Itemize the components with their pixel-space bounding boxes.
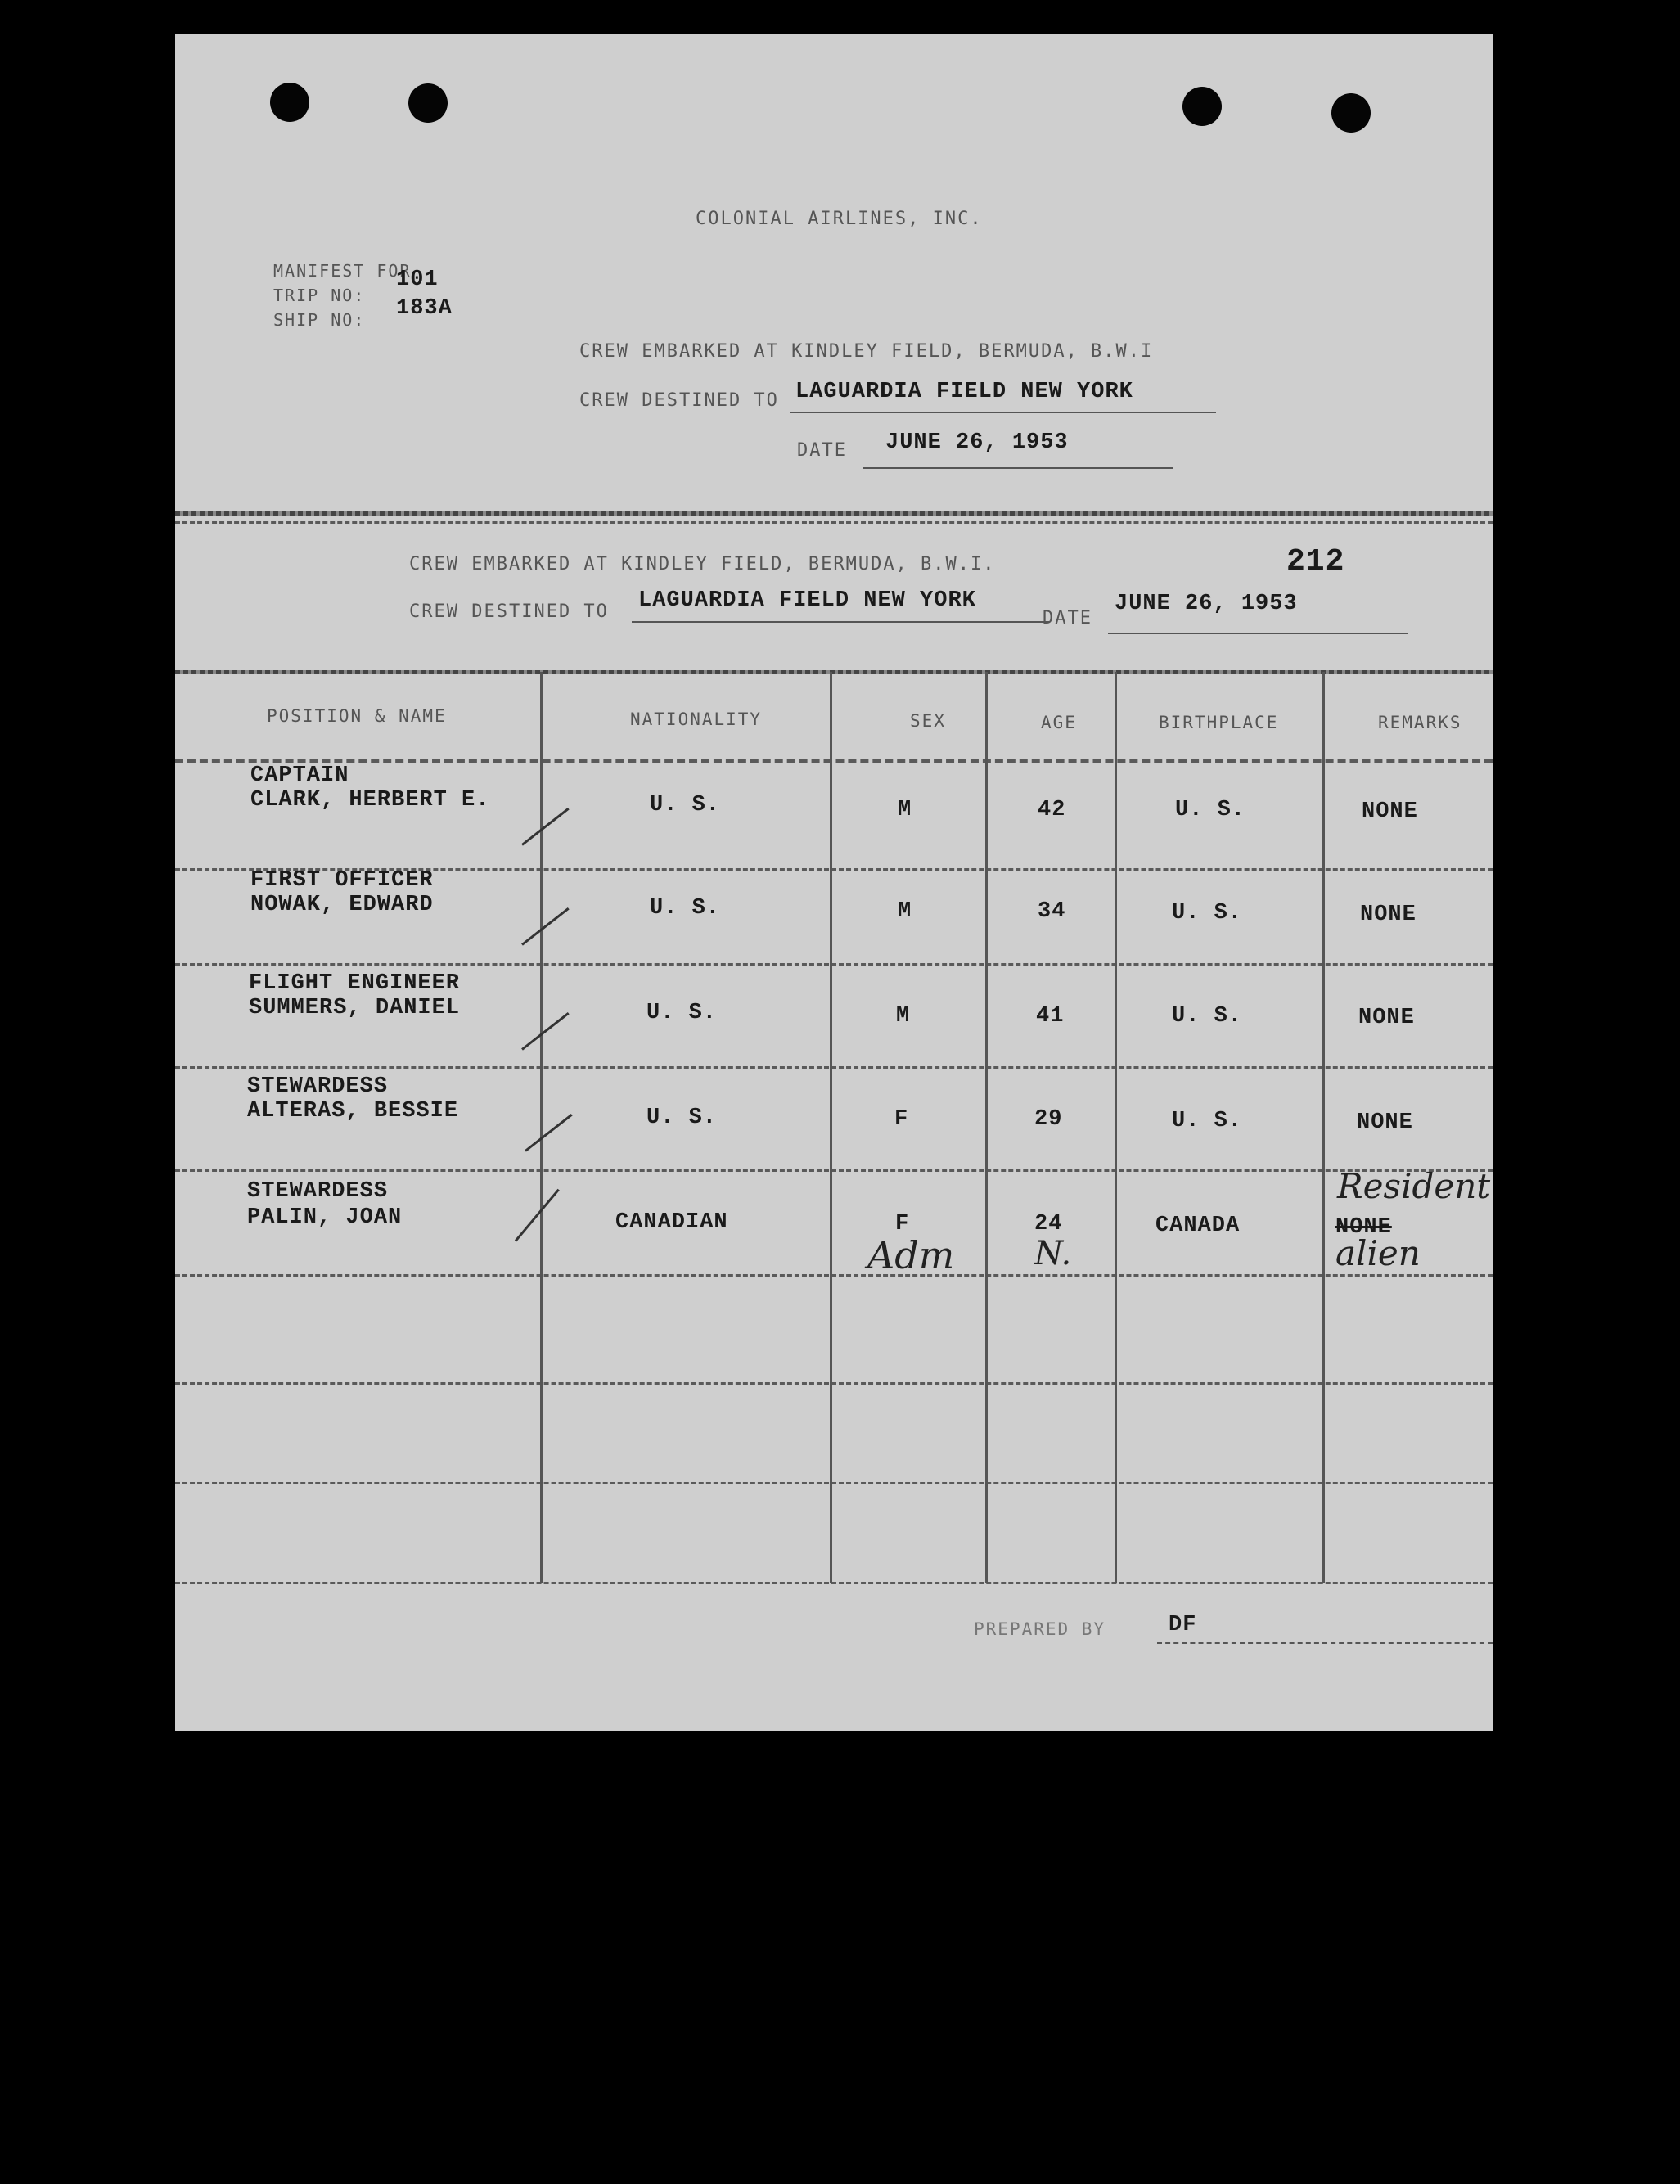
row-birthplace: U. S. — [1175, 798, 1246, 822]
header-position-name: POSITION & NAME — [267, 706, 447, 726]
row-remarks: NONE — [1360, 903, 1417, 927]
row-name: CLARK, HERBERT E. — [250, 788, 490, 813]
page-number: 212 — [1286, 544, 1345, 579]
handwritten-adm: Adm — [867, 1233, 955, 1277]
manifest-label: MANIFEST FOR — [273, 261, 412, 281]
underline — [863, 467, 1173, 469]
divider — [175, 511, 1493, 516]
row-nationality: U. S. — [646, 1106, 718, 1130]
row-sex: M — [898, 798, 912, 822]
manifest-page — [175, 34, 1493, 1731]
row-age: 34 — [1038, 899, 1066, 924]
table-header-rule — [175, 759, 1493, 763]
top-embarked: CREW EMBARKED AT KINDLEY FIELD, BERMUDA, B.W.I — [579, 341, 1154, 362]
row-sex: M — [896, 1004, 911, 1029]
row-rule — [175, 1274, 1493, 1277]
row-age: 24 — [1034, 1212, 1063, 1236]
top-destined-label: CREW DESTINED TO — [579, 390, 779, 411]
column-rule — [1322, 672, 1325, 1583]
punch-hole — [1331, 93, 1371, 133]
row-age: 41 — [1036, 1004, 1065, 1029]
check-mark — [521, 808, 570, 846]
column-rule — [985, 672, 988, 1583]
underline — [1108, 633, 1408, 634]
header-remarks: REMARKS — [1378, 713, 1462, 732]
row-name: ALTERAS, BESSIE — [247, 1099, 459, 1124]
row-birthplace: U. S. — [1172, 1109, 1243, 1133]
row-rule — [175, 1169, 1493, 1172]
check-mark — [521, 907, 570, 946]
row-nationality: U. S. — [646, 1001, 718, 1025]
row-position: FLIGHT ENGINEER — [249, 971, 461, 996]
row-rule — [175, 963, 1493, 966]
check-mark — [525, 1114, 573, 1152]
punch-hole — [270, 83, 309, 122]
column-rule — [1115, 672, 1117, 1583]
header-nationality: NATIONALITY — [630, 709, 763, 729]
underline — [1157, 1642, 1493, 1644]
top-destined-value: LAGUARDIA FIELD NEW YORK — [795, 380, 1133, 404]
destined-label: CREW DESTINED TO — [409, 601, 609, 622]
trip-number: 101 — [396, 268, 439, 292]
row-remarks: NONE — [1358, 1006, 1415, 1030]
row-name: NOWAK, EDWARD — [250, 893, 434, 917]
row-name: PALIN, JOAN — [247, 1205, 403, 1230]
row-nationality: U. S. — [650, 896, 721, 921]
row-age: 42 — [1038, 798, 1066, 822]
row-name: SUMMERS, DANIEL — [249, 996, 461, 1020]
row-rule — [175, 1382, 1493, 1385]
header-birthplace: BIRTHPLACE — [1159, 713, 1279, 732]
column-rule — [540, 672, 543, 1583]
date-label: DATE — [1043, 608, 1092, 628]
ship-label: SHIP NO: — [273, 310, 366, 330]
row-sex: F — [895, 1212, 910, 1236]
row-remarks: NONE — [1357, 1110, 1413, 1135]
row-rule — [175, 1582, 1493, 1584]
row-birthplace: CANADA — [1155, 1214, 1241, 1238]
punch-hole — [408, 83, 448, 123]
row-remarks-struck: NONE — [1335, 1215, 1392, 1240]
check-mark — [515, 1189, 560, 1242]
divider — [175, 521, 1493, 524]
row-rule — [175, 1482, 1493, 1484]
row-position: STEWARDESS — [247, 1074, 389, 1099]
ship-number: 183A — [396, 296, 453, 321]
destined-value: LAGUARDIA FIELD NEW YORK — [638, 588, 976, 613]
top-date-label: DATE — [797, 440, 847, 461]
underline — [632, 621, 1049, 623]
row-sex: F — [894, 1107, 909, 1132]
row-rule — [175, 1066, 1493, 1069]
column-rule — [830, 672, 832, 1583]
table-top-rule — [175, 670, 1493, 674]
check-mark — [521, 1012, 570, 1051]
row-sex: M — [898, 899, 912, 924]
row-nationality: CANADIAN — [615, 1210, 728, 1235]
row-position: CAPTAIN — [250, 763, 349, 788]
top-date-value: JUNE 26, 1953 — [885, 430, 1069, 455]
prepared-value: DF — [1169, 1613, 1197, 1637]
date-value: JUNE 26, 1953 — [1115, 592, 1298, 616]
company-name: COLONIAL AIRLINES, INC. — [696, 209, 983, 229]
handwritten-n: N. — [1034, 1235, 1072, 1272]
handwritten-resident: Resident — [1337, 1166, 1491, 1206]
handwritten-alien: alien — [1335, 1233, 1421, 1273]
row-birthplace: U. S. — [1172, 901, 1243, 925]
embarked-line: CREW EMBARKED AT KINDLEY FIELD, BERMUDA, B.W.I. — [409, 554, 996, 574]
row-nationality: U. S. — [650, 793, 721, 817]
row-position: FIRST OFFICER — [250, 868, 434, 893]
row-age: 29 — [1034, 1107, 1063, 1132]
row-position: STEWARDESS — [247, 1179, 389, 1204]
row-remarks: NONE — [1362, 799, 1418, 824]
underline — [790, 412, 1216, 413]
header-age: AGE — [1041, 713, 1077, 732]
row-birthplace: U. S. — [1172, 1004, 1243, 1029]
prepared-label: PREPARED BY — [974, 1619, 1106, 1639]
header-sex: SEX — [910, 711, 946, 731]
trip-label: TRIP NO: — [273, 286, 366, 305]
punch-hole — [1182, 87, 1222, 126]
